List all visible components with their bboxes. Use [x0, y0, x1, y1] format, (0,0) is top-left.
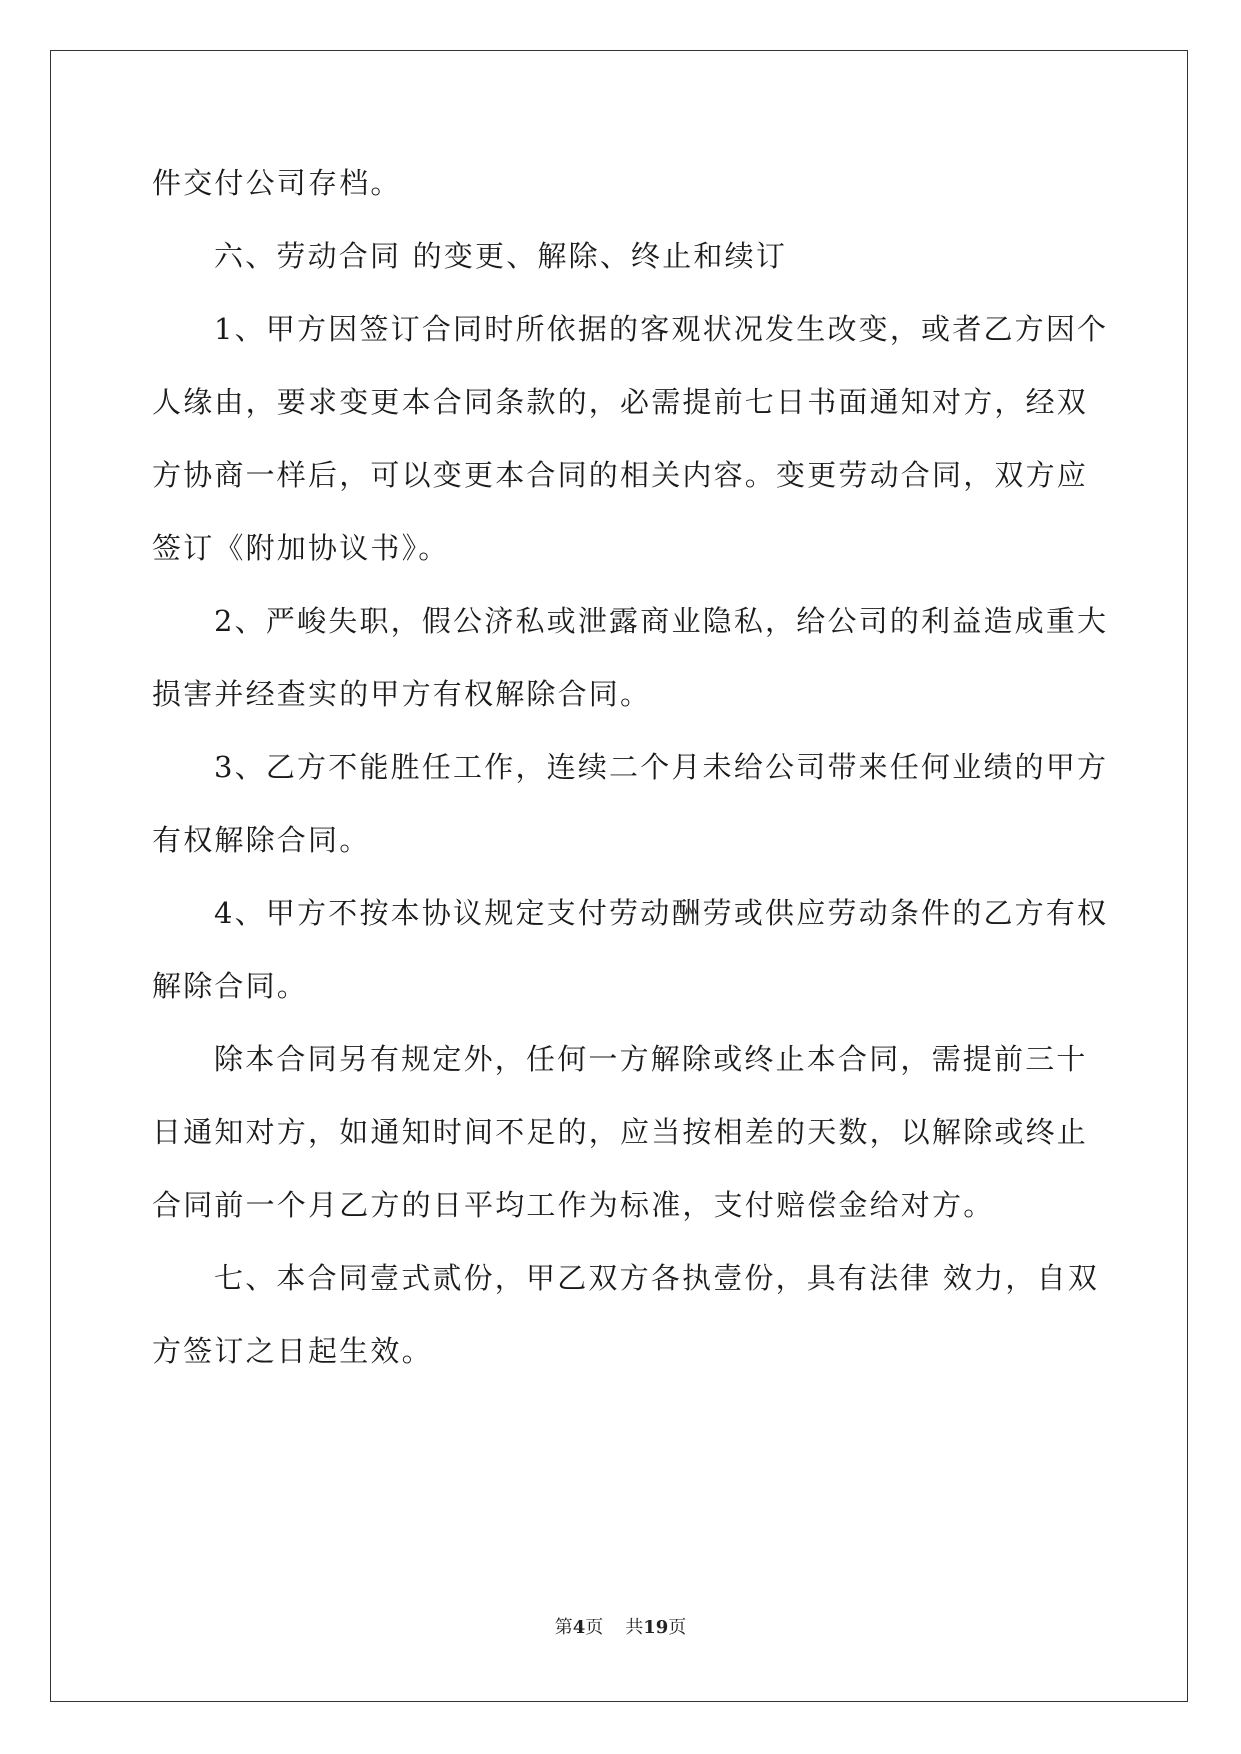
paragraph-line: 2、严峻失职，假公济私或泄露商业隐私，给公司的利益造成重大 — [214, 604, 1109, 638]
paragraph-line: 解除合同。 — [152, 969, 309, 1003]
total-prefix: 共 — [625, 1617, 644, 1638]
paragraph-line: 方协商一样后，可以变更本合同的相关内容。变更劳动合同，双方应 — [152, 458, 1089, 492]
paragraph-line: 4、甲方不按本协议规定支付劳动酬劳或供应劳动条件的乙方有权 — [214, 896, 1109, 930]
total-pages: 19 — [643, 1617, 669, 1638]
section-heading: 六、劳动合同 的变更、解除、终止和续订 — [214, 239, 788, 273]
page-footer — [0, 1616, 1241, 1640]
paragraph-line: 签订《附加协议书》。 — [152, 531, 450, 565]
paragraph-line: 件交付公司存档。 — [152, 166, 402, 200]
paragraph-line: 有权解除合同。 — [152, 823, 371, 857]
paragraph-line: 人缘由，要求变更本合同条款的，必需提前七日书面通知对方，经双 — [152, 385, 1089, 419]
page-prefix: 第 — [554, 1617, 573, 1638]
total-suffix: 页 — [668, 1617, 687, 1638]
paragraph-line: 除本合同另有规定外，任何一方解除或终止本合同，需提前三十 — [214, 1042, 1088, 1076]
paragraph-line: 1、甲方因签订合同时所依据的客观状况发生改变，或者乙方因个 — [214, 312, 1109, 346]
page-suffix: 页 — [585, 1617, 604, 1638]
paragraph-line: 损害并经查实的甲方有权解除合同。 — [152, 677, 652, 711]
paragraph-line: 方签订之日起生效。 — [152, 1334, 433, 1368]
page-number: 4 — [572, 1617, 586, 1638]
paragraph-line: 七、本合同壹式贰份，甲乙双方各执壹份，具有法律 效力，自双 — [214, 1261, 1100, 1295]
paragraph-line: 日通知对方，如通知时间不足的，应当按相差的天数，以解除或终止 — [152, 1115, 1089, 1149]
paragraph-line: 合同前一个月乙方的日平均工作为标准，支付赔偿金给对方。 — [152, 1188, 995, 1222]
page-border — [50, 50, 1188, 1702]
paragraph-line: 3、乙方不能胜任工作，连续二个月未给公司带来任何业绩的甲方 — [214, 750, 1109, 784]
